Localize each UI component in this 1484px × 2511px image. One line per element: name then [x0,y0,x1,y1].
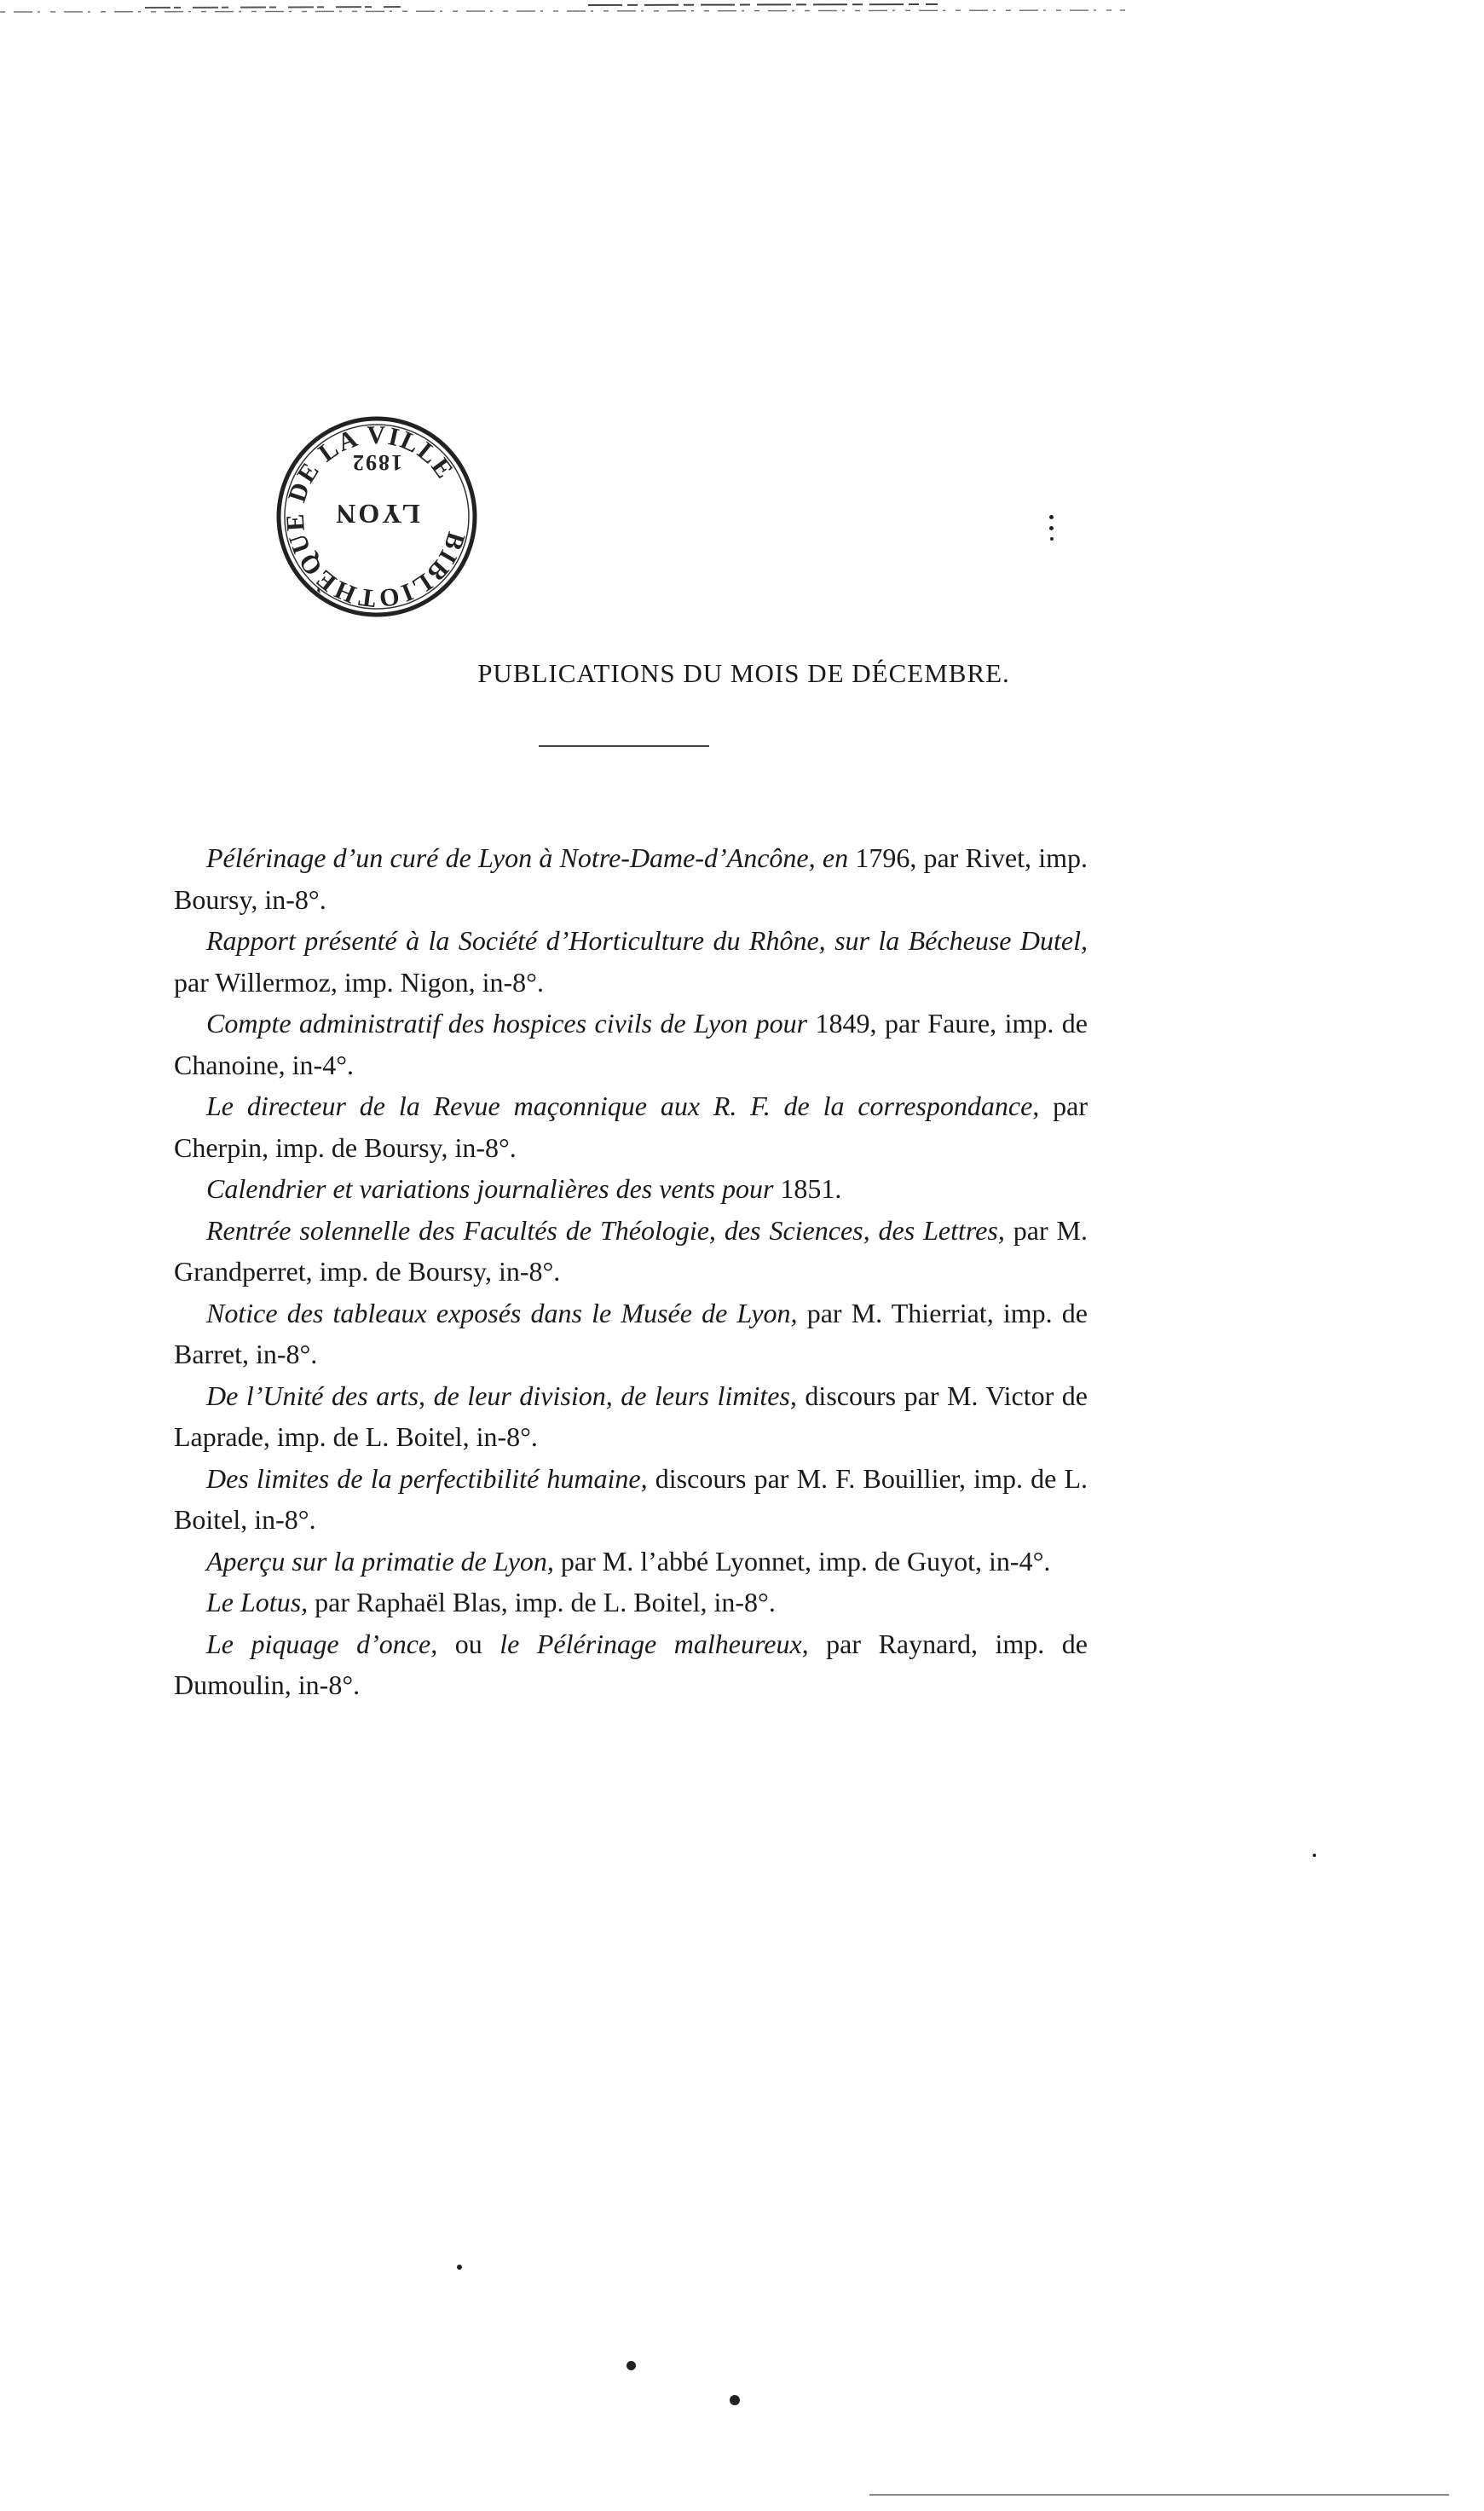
stamp-center-text: LYON [333,499,420,529]
entry-title: Rentrée solennelle des Facultés de Théologie, des Sciences, des Lettres, [206,1214,1005,1246]
stamp-ring-text: BIBLIOTHÈQUE DE LA VILLE [280,420,471,613]
entry-details: discours par M. Victor de Laprade, imp. de L. Boitel, in-8°. [174,1380,1088,1452]
publication-entry [174,1003,1088,1085]
library-stamp [271,411,482,622]
stamp-year: 1892 [351,450,402,475]
publication-list [174,837,1088,1706]
entry-details: ou [437,1628,500,1659]
ink-speck [730,2395,740,2405]
ink-speck [1050,537,1054,541]
entry-details: par Cherpin, imp. de Boursy, in-8°. [174,1091,1088,1163]
publication-entry [174,1582,1088,1623]
entry-details: 1796, par Rivet, imp. Boursy, in-8°. [174,842,1088,915]
entry-title: Des limites de la perfectibilité humaine, [206,1462,648,1494]
publication-entry [174,1293,1088,1375]
entry-details: par Raphaël Blas, imp. de L. Boitel, in-8°. [308,1587,776,1617]
ink-speck [627,2361,636,2370]
ink-speck [457,2265,462,2270]
ink-speck [1049,515,1054,519]
bottom-edge-line [869,2494,1449,2496]
entry-title: Aperçu sur la primatie de Lyon, [206,1545,554,1577]
publication-entry [174,1168,1088,1210]
heading-divider [539,745,709,747]
publication-entry [174,1375,1088,1458]
publication-entry [174,1623,1088,1706]
entry-title: Compte administratif des hospices civils de Lyon pour [206,1008,808,1039]
top-edge-scan-artifact [0,0,1484,15]
entry-title: Pélérinage d’un curé de Lyon à Notre-Dame-d’Ancône, en [206,842,849,873]
publication-entry [174,837,1088,920]
entry-details: discours par M. F. Bouillier, imp. de L. Boitel, in-8°. [174,1462,1088,1535]
entry-details: par M. Thierriat, imp. de Barret, in-8°. [174,1297,1088,1369]
publication-entry [174,920,1088,1003]
entry-details: par M. Grandperret, imp. de Boursy, in-8°. [174,1214,1088,1287]
entry-title: Calendrier et variations journalières des vents pour [206,1173,774,1204]
entry-title: Rapport présenté à la Société d’Horticulture du Rhône, sur la Bécheuse Dutel, [206,925,1088,956]
entry-title: Le directeur de la Revue maçonnique aux R. F. de la correspondance, [206,1091,1040,1121]
ink-speck [1313,1854,1316,1857]
entry-details: par M. l’abbé Lyonnet, imp. de Guyot, in-4°. [553,1545,1051,1577]
entry-title-alt: le Pélérinage malheureux, [499,1628,809,1659]
entry-title: Notice des tableaux exposés dans le Musée de Lyon, [206,1297,798,1328]
entry-title: De l’Unité des arts, de leur division, de leurs limites, [206,1380,797,1411]
publication-entry [174,1210,1088,1293]
publication-entry [174,1541,1088,1582]
page-heading: PUBLICATIONS DU MOIS DE DÉCEMBRE. [477,658,1010,688]
entry-details: par Raynard, imp. de Dumoulin, in-8°. [174,1628,1088,1700]
entry-title: Le Lotus, [206,1587,309,1617]
entry-details: 1849, par Faure, imp. de Chanoine, in-4°. [174,1008,1088,1080]
entry-details: par Willermoz, imp. Nigon, in-8°. [174,966,544,998]
ink-speck [1049,526,1054,530]
publication-entry [174,1085,1088,1168]
publication-entry [174,1458,1088,1541]
entry-details: 1851. [773,1173,842,1204]
entry-title: Le piquage d’once, [206,1628,438,1659]
